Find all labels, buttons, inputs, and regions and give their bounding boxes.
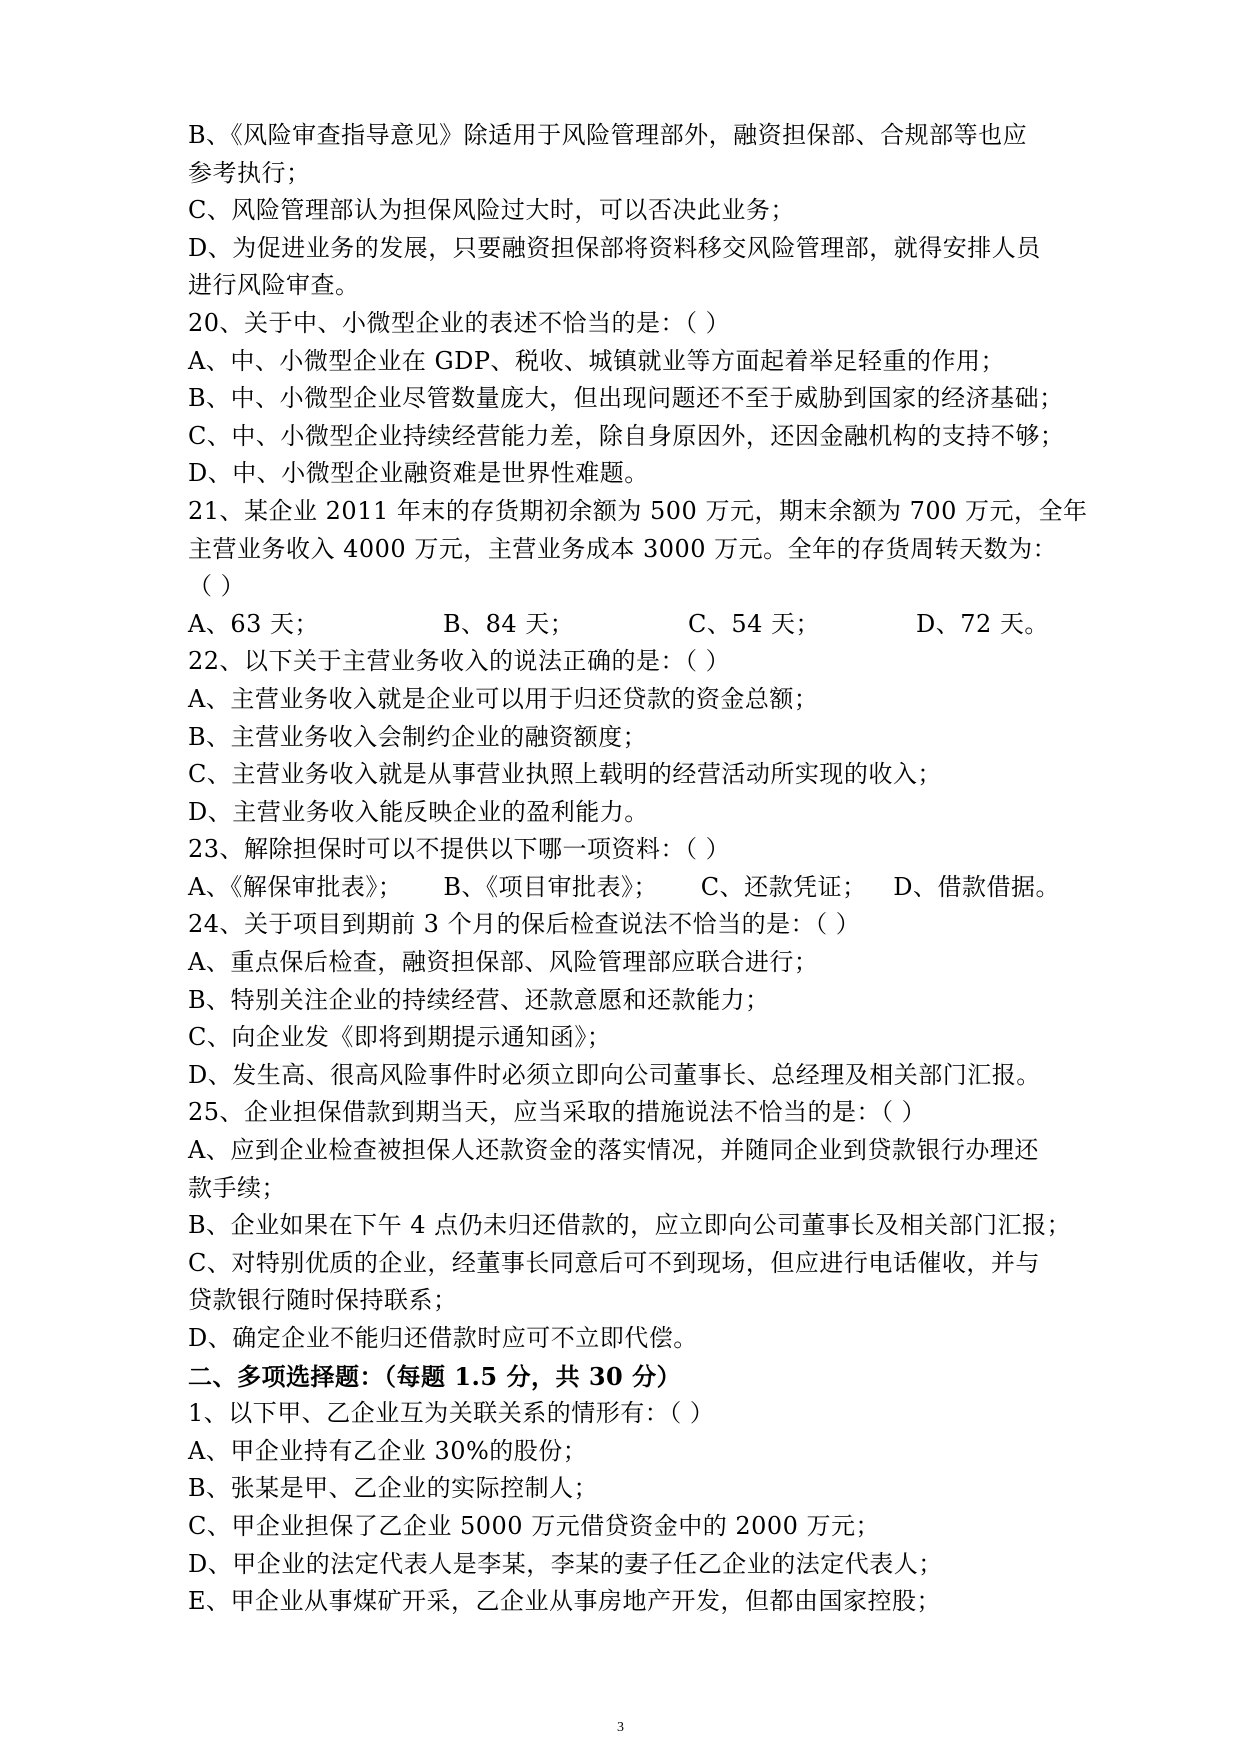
text-line: D、中、小微型企业融资难是世界性难题。 <box>188 459 649 488</box>
text-line: 参考执行； <box>188 158 311 187</box>
text-line: D、为促进业务的发展，只要融资担保部将资料移交风险管理部，就得安排人员 <box>188 233 1041 262</box>
question-20: 20、关于中、小微型企业的表述不恰当的是：（ ） <box>188 308 731 337</box>
option-a: A、63 天； <box>188 609 319 638</box>
page-content <box>188 117 1088 1621</box>
text-line: C、中、小微型企业持续经营能力差，除自身原因外，还因金融机构的支持不够； <box>188 421 1065 450</box>
option-d: D、借款借据。 <box>893 872 1060 901</box>
text-line: D、发生高、很高风险事件时必须立即向公司董事长、总经理及相关部门汇报。 <box>188 1060 1041 1089</box>
text-line: C、主营业务收入就是从事营业执照上载明的经营活动所实现的收入； <box>188 760 942 789</box>
q21-options <box>188 606 1060 644</box>
text-line: C、甲企业担保了乙企业 5000 万元借贷资金中的 2000 万元； <box>188 1511 881 1540</box>
question-21: 21、某企业 2011 年末的存货期初余额为 500 万元，期末余额为 700 万元，全年 <box>188 496 1088 525</box>
section-heading: 二、多项选择题：（每题 1.5 分，共 30 分） <box>188 1361 682 1391</box>
text-line: B、企业如果在下午 4 点仍未归还借款的，应立即向公司董事长及相关部门汇报； <box>188 1211 1072 1240</box>
text-line: B、主营业务收入会制约企业的融资额度； <box>188 722 648 751</box>
question-1: 1、以下甲、乙企业互为关联关系的情形有：（ ） <box>188 1399 715 1428</box>
text-line: 款手续； <box>188 1173 286 1202</box>
option-c: C、54 天； <box>688 609 821 638</box>
text-line: A、中、小微型企业在 GDP、税收、城镇就业等方面起着举足轻重的作用； <box>188 346 1006 375</box>
q23-options <box>188 869 1060 907</box>
text-line: D、主营业务收入能反映企业的盈利能力。 <box>188 797 649 826</box>
page-number: 3 <box>617 1720 624 1735</box>
text-line: A、应到企业检查被担保人还款资金的落实情况，并随同企业到贷款银行办理还 <box>188 1136 1039 1165</box>
text-line: B、张某是甲、乙企业的实际控制人； <box>188 1474 599 1503</box>
option-b: B、《项目审批表》； <box>443 872 659 901</box>
text-line: C、对特别优质的企业，经董事长同意后可不到现场，但应进行电话催收，并与 <box>188 1248 1040 1277</box>
text-line: 主营业务收入 4000 万元，主营业务成本 3000 万元。全年的存货周转天数为： <box>188 534 1058 563</box>
text-line: B、《风险审查指导意见》除适用于风险管理部外，融资担保部、合规部等也应 <box>188 121 1028 149</box>
text-line: A、甲企业持有乙企业 30%的股份； <box>188 1436 588 1465</box>
option-a: A、《解保审批表》； <box>188 872 403 901</box>
question-22: 22、以下关于主营业务收入的说法正确的是：（ ） <box>188 647 731 676</box>
text-line: A、主营业务收入就是企业可以用于归还贷款的资金总额； <box>188 684 819 713</box>
text-line: D、甲企业的法定代表人是李某，李某的妻子任乙企业的法定代表人； <box>188 1549 943 1578</box>
option-c: C、还款凭证； <box>700 872 867 901</box>
text-line: 进行风险审查。 <box>188 271 360 300</box>
text-line: B、特别关注企业的持续经营、还款意愿和还款能力； <box>188 985 770 1014</box>
question-23: 23、解除担保时可以不提供以下哪一项资料：（ ） <box>188 835 731 864</box>
question-25: 25、企业担保借款到期当天，应当采取的措施说法不恰当的是：（ ） <box>188 1098 927 1127</box>
text-line: C、向企业发《即将到期提示通知函》； <box>188 1023 612 1052</box>
text-line: C、风险管理部认为担保风险过大时，可以否决此业务； <box>188 196 795 225</box>
text-line: 贷款银行随时保持联系； <box>188 1286 458 1315</box>
text-line: D、确定企业不能归还借款时应可不立即代偿。 <box>188 1324 698 1352</box>
text-line: E、甲企业从事煤矿开采，乙企业从事房地产开发，但都由国家控股； <box>188 1587 942 1616</box>
option-b: B、84 天； <box>443 609 575 638</box>
text-line: B、中、小微型企业尽管数量庞大，但出现问题还不至于威胁到国家的经济基础； <box>188 384 1064 413</box>
question-24: 24、关于项目到期前 3 个月的保后检查说法不恰当的是：（ ） <box>188 910 861 939</box>
option-d: D、72 天。 <box>916 609 1049 638</box>
text-line: A、重点保后检查，融资担保部、风险管理部应联合进行； <box>188 948 819 977</box>
text-line: （ ） <box>188 572 246 601</box>
